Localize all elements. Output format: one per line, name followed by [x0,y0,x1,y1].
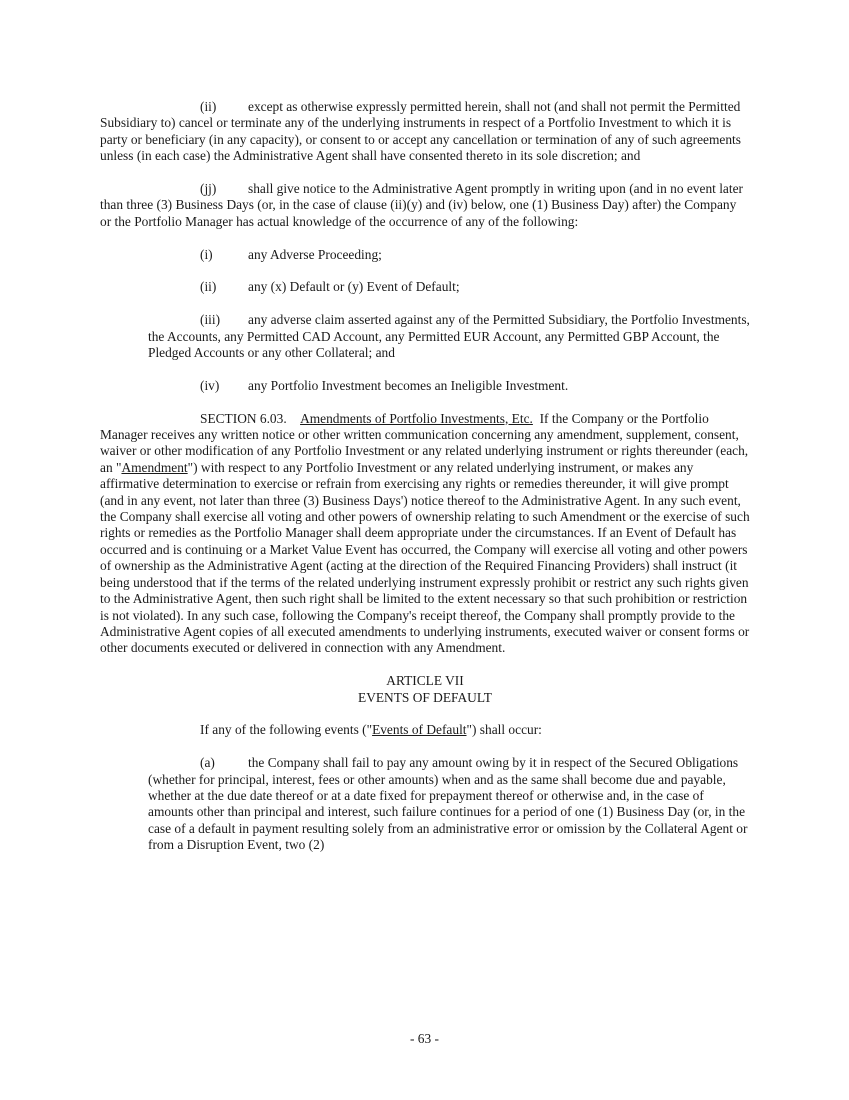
sub-item-i [100,247,750,263]
article-subheading: EVENTS OF DEFAULT [358,689,492,705]
article-heading: ARTICLE VII [386,673,464,689]
events-intro-part-1: If any of the following events (" [200,722,373,738]
paragraph-ii [100,99,750,165]
paragraph-label: (ii) [200,99,217,114]
paragraph-label: (jj) [200,181,217,197]
sub-item-label: (i) [200,246,213,262]
document-page [100,99,750,854]
paragraph-a [100,755,750,853]
sub-item-iv [100,378,750,394]
events-intro-part-2: ") shall occur: [466,722,542,738]
sub-item-iii [100,312,750,361]
paragraph-text: the Company shall fail to pay any amount owing by it in respect of the Secured Obligations (whether for principal, interest, fees or other amounts) when and as the same shall become due and payable, whether at the due date thereof or at a date fixed for prepayment thereof or otherwise and, in the case of amounts other than principal and interest, such failure continues for a period of one (1) Business Day (or, in the case of a default in payment resulting solely from an administrative error or omission by the Collateral Agent or from a Disruption Event, two (2) [148,755,748,853]
paragraph-text: except as otherwise expressly permitted herein, shall not (and shall not permit the Permitted Subsidiary to) cancel or terminate any of the underlying instruments in respect of a Portfolio Investment to which it is party or beneficiary (in any capacity), or consent to or accept any cancellation or termination of any of such agreements unless (in each case) the Administrative Agent shall have consented thereto in its sole discretion; and [100,99,741,164]
paragraph-text: shall give notice to the Administrative Agent promptly in writing upon (and in no event later than three (3) Business Days (or, in the case of clause (ii)(y) and (iv) below, one (1) Business Day) after) the Company or the Portfolio Manager has actual knowledge of the occurrence of any of the following: [100,181,743,229]
sub-item-label: (iv) [200,377,220,393]
sub-item-text: any adverse claim asserted against any of the Permitted Subsidiary, the Portfolio Investments, the Accounts, any Permitted CAD Account, any Permitted EUR Account, any Permitted GBP Account, the Pledged Accounts or any other Collateral; and [148,312,750,361]
section-text-part-1: If the Company or the Portfolio Manager receives any written notice or other written communication concerning any amendment, supplement, consent, waiver or other modification of any Portfolio Investment or any related underlying instrument or rights thereunder (each, an " [100,410,749,475]
sub-item-text: any Portfolio Investment becomes an Ineligible Investment. [248,377,569,393]
sub-item-text: any Adverse Proceeding; [248,246,382,262]
events-intro [100,722,750,738]
sub-item-label: (iii) [200,312,221,328]
paragraph-jj [100,181,750,230]
defined-term-events-of-default: Events of Default [372,722,467,738]
section-title: Amendments of Portfolio Investments, Etc. [300,410,533,426]
section-6-03 [100,411,750,657]
section-text-part-2: ") with respect to any Portfolio Investment or any related underlying instrument, or makes any affirmative determination to exercise or refrain from exercising any rights or remedies thereunder, it will give prompt (and in any event, not later than three (3) Business Days') notice thereof to the Administrative Agent. In any such event, the Company shall exercise all voting and other powers of ownership relating to such Amendment or the exercise of such rights or remedies as the Portfolio Manager shall deem appropriate under the circumstances. If an Event of Default has occurred and is continuing or a Market Value Event has occurred, the Company will exercise all voting and other powers of ownership as the Administrative Agent (acting at the direction of the Required Financing Providers) shall instruct (it being understood that if the terms of the related underlying instrument expressly prohibit or restrict any such rights given to the Administrative Agent, then such right shall be limited to the extent necessary so that such prohibition or restriction is not violated). In any such case, following the Company's receipt thereof, the Company shall promptly provide to the Administrative Agent copies of all executed amendments to underlying instruments, executed waiver or consent forms or other documents executed or delivered in connection with any Amendment. [100,459,750,656]
paragraph-label: (a) [200,755,215,771]
sub-item-ii [100,279,750,295]
article-heading-block [100,673,750,706]
defined-term-amendment: Amendment [121,459,188,475]
sub-item-text: any (x) Default or (y) Event of Default; [248,279,460,295]
page-number: - 63 - [409,1031,439,1046]
section-number: SECTION 6.03. [200,410,287,426]
sub-item-label: (ii) [200,279,217,295]
